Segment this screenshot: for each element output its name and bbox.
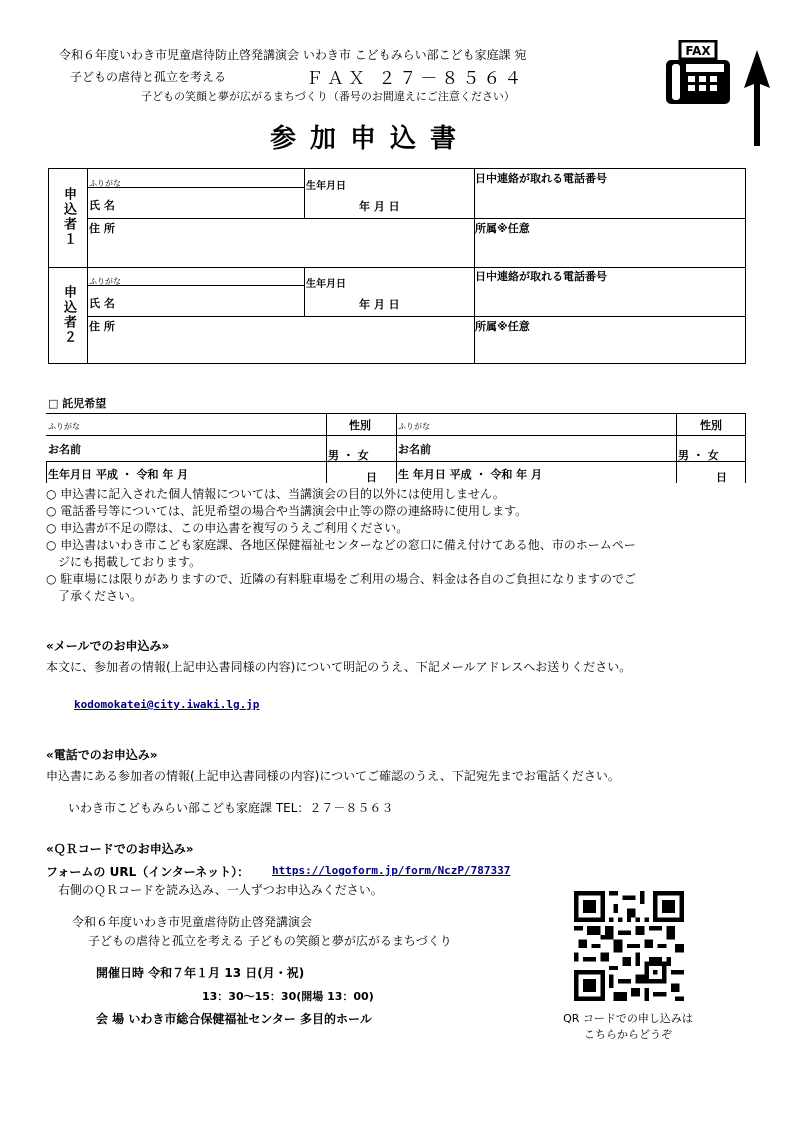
note-item: ○ 申込書が不足の際は、この申込書を複写のうえご利用ください。 <box>46 521 409 535</box>
phone-body: 申込書にある参加者の情報(上記申込書同様の内容)についてご確認のうえ、下記宛先までお電話ください。 <box>46 769 620 783</box>
email-heading: «メールでのお申込み» <box>46 639 170 653</box>
note-item: ○ 申込書はいわき市こども家庭課、各地区保健福祉センターなどの窓口に備え付けてある他、市のホームペー <box>46 538 636 552</box>
applicant-2-name-label: 氏 名 <box>89 297 115 310</box>
applicant-2-phone-label: 日中連絡が取れる電話番号 <box>475 270 607 283</box>
applicant-2-label: 申込者２ <box>61 285 76 345</box>
childcare-heading: □ 託児希望 <box>48 397 107 410</box>
qr-url-link[interactable]: https://logoform.jp/form/NczP/787337 <box>272 864 511 877</box>
child2-day: 日 <box>716 471 727 484</box>
qr-caption-1: QR コードでの申し込みは <box>563 1012 693 1025</box>
child2-gender-value: 男 ・ 女 <box>678 449 719 462</box>
qr-url-label: フォームの URL（インターネット）： <box>46 865 250 879</box>
event-venue: 会 場 いわき市総合保健福祉センター 多目的ホール <box>96 1012 372 1026</box>
applicant-1-birth-label: 生年月日 <box>306 181 346 192</box>
child2-furigana: ふりがな <box>398 422 430 431</box>
applicant-2-affiliation-label: 所属※任意 <box>475 320 530 333</box>
note-item: ○ 電話番号等については、託児希望の場合や当講演会中止等の際の連絡時に使用します。 <box>46 504 528 518</box>
qr-caption-2: こちらからどうぞ <box>584 1028 672 1041</box>
child2-birth-label: 生 年月日 平成 ・ 令和 年 月 <box>398 468 542 481</box>
child1-gender-value: 男 ・ 女 <box>328 449 369 462</box>
child2-gender-label: 性別 <box>700 419 722 432</box>
page-title: 参加申込書 <box>270 124 471 154</box>
header-line3: 子どもの笑顔と夢が広がるまちづくり（番号のお間違えにご注意ください） <box>141 90 515 103</box>
fax-machine-icon <box>664 40 732 106</box>
child1-furigana: ふりがな <box>48 422 80 431</box>
email-address-link[interactable]: kodomokatei@city.iwaki.lg.jp <box>74 698 260 711</box>
phone-heading: «電話でのお申込み» <box>46 748 158 762</box>
applicant-1-name-label: 氏 名 <box>89 199 115 212</box>
child2-name-label: お名前 <box>398 443 431 456</box>
phone-contact: いわき市こどもみらい部こども家庭課 TEL：２７－８５６３ <box>68 801 394 815</box>
note-item: ○ 申込書に記入された個人情報については、当講演会の目的以外には使用しません。 <box>46 487 505 501</box>
note-item: ジにも掲載しております。 <box>46 555 202 569</box>
note-item: 了承ください。 <box>46 589 143 603</box>
applicant-table <box>48 168 746 364</box>
email-body: 本文に、参加者の情報(上記申込書同様の内容)について明記のうえ、下記メールアドレスへお送りください。 <box>46 660 632 674</box>
child1-day: 日 <box>366 471 377 484</box>
up-arrow-icon <box>742 50 772 146</box>
event-date: 開催日時 令和７年１月 13 日(月・祝) <box>96 966 305 980</box>
event-time: 13：30～15：30(開場 13：00) <box>202 990 374 1003</box>
applicant-2-birth-label: 生年月日 <box>306 279 346 290</box>
child1-gender-label: 性別 <box>349 419 371 432</box>
applicant-1-furigana: ふりがな <box>89 179 121 188</box>
applicant-1-birth-value: 年 月 日 <box>359 200 400 213</box>
applicant-1-phone-label: 日中連絡が取れる電話番号 <box>475 172 607 185</box>
note-item: ○ 駐車場には限りがありますので、近隣の有料駐車場をご利用の場合、料金は各自のご負担になりますのでご <box>46 572 637 586</box>
applicant-2-birth-value: 年 月 日 <box>359 298 400 311</box>
applicant-1-affiliation-label: 所属※任意 <box>475 222 530 235</box>
event-line2: 子どもの虐待と孤立を考える 子どもの笑顔と夢が広がるまちづくり <box>88 934 452 948</box>
fax-number: ＦＡＸ ２７－８５６４ <box>306 69 526 89</box>
event-line1: 令和６年度いわき市児童虐待防止啓発講演会 <box>72 915 313 929</box>
qr-heading: «ＱＲコードでのお申込み» <box>46 842 194 856</box>
child1-name-label: お名前 <box>48 443 81 456</box>
qr-code[interactable] <box>574 891 684 1001</box>
fax-icon-text: FAX <box>685 44 711 58</box>
applicant-1-address-label: 住 所 <box>89 222 115 235</box>
header-line1: 令和６年度いわき市児童虐待防止啓発講演会 いわき市 こどもみらい部こども家庭課 宛 <box>59 48 527 62</box>
child1-birth-label: 生年月日 平成 ・ 令和 年 月 <box>48 468 189 481</box>
notes-list <box>46 486 746 605</box>
applicant-2-furigana: ふりがな <box>89 277 121 286</box>
qr-body: 右側のＱＲコードを読み込み、一人ずつお申込みください。 <box>58 883 383 897</box>
applicant-2-address-label: 住 所 <box>89 320 115 333</box>
childcare-table <box>46 413 746 484</box>
header-line2: 子どもの虐待と孤立を考える <box>70 70 227 84</box>
applicant-1-label: 申込者１ <box>61 187 76 247</box>
